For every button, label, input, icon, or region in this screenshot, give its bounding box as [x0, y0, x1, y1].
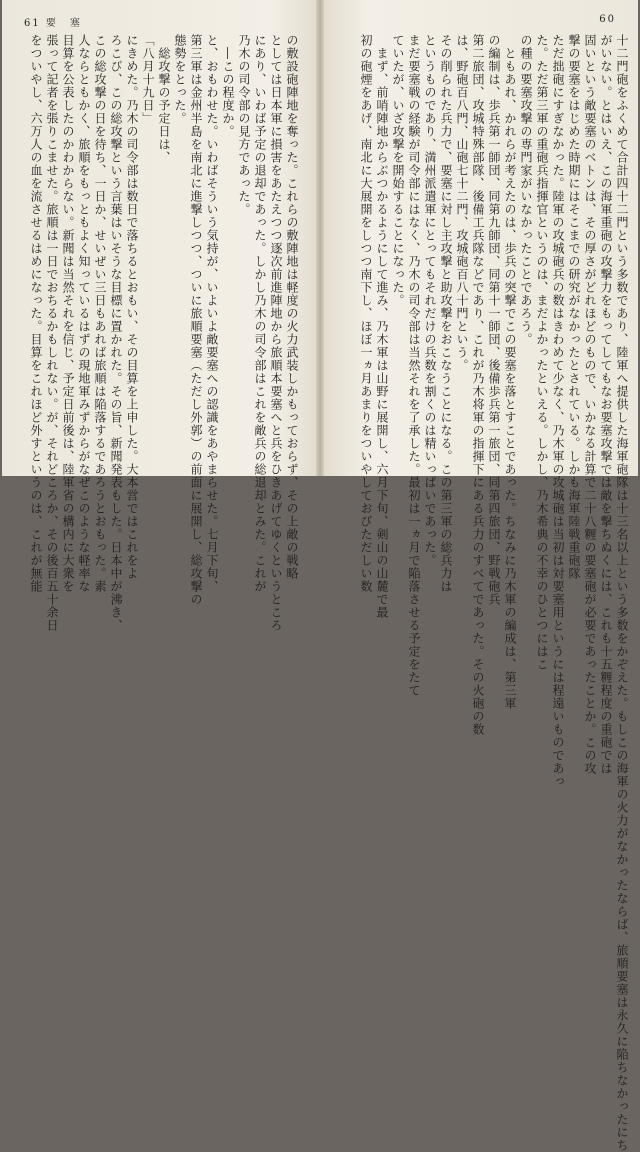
left-page-text [28, 34, 299, 632]
text-line: この総攻撃の日を待ち、一日か、せいぜい三日もあれば旅順は陥落するであろうとおもった。素 [93, 34, 107, 593]
text-line: 態勢をとった。 [173, 34, 187, 125]
text-line: 固いという敵要塞のベトンは、その厚さがどれほどのもので、いかなる計算で二十八糎の要塞砲が必要であったことか。この攻 [583, 34, 597, 775]
text-line: というものであり、満州派遣軍にとってもそれだけの兵数を割くのは精いっぱいであった。 [423, 34, 437, 567]
text-line: と、おもわせた。いわばそういう気持が、いよいよ敵要塞への認識をあやまらせた。七月下旬、 [205, 34, 219, 593]
text-line: 十二門砲をふくめて合計四十二門という多数であり、陸軍へ提供した海軍砲隊は十三名以上という多数をかぞえた。もしこの海軍の火力がなかったならば、旅順要塞は永久に陥ちなかったにち [615, 34, 629, 1152]
text-line: がいない。とはいえ、この海軍重砲の攻撃力をもってしてもなお要塞攻撃では敵を撃ちぬくには、これも十五糎程度の重砲では [599, 34, 613, 775]
left-page-header: 61 要 塞 [24, 18, 82, 29]
text-line: まず、前哨陣地からぶつかるようにして進み、乃木軍は山野に展開し、六月下旬、剣山の山麓で最 [375, 34, 389, 619]
text-line: ろこび、この総攻撃という言葉はいそうな目標に置かれた。その旨、新聞発表もした。日本中が沸き、 [109, 34, 123, 632]
text-line: ともあれ、かれらが考えたのは、歩兵の突撃でこの要塞を落とすことであった。ちなみに乃木軍の編成は、第三軍 [503, 34, 517, 710]
text-line: は、野砲百八門、山砲七十二門、攻城砲百八十門という。 [455, 34, 469, 372]
left-page [2, 0, 320, 632]
text-line: まだ要塞戦の経験が司令部にはなく、乃木の司令部は当然それを了承した。最初は一ヵ月で陥落させる予定をたて [407, 34, 421, 697]
text-line: の編制は、歩兵第一師団、同第九師団、同第十一師団、後備歩兵第一旅団、同第四旅団、野戦砲兵 [487, 34, 501, 606]
right-page [320, 0, 638, 1152]
book-spread [2, 0, 638, 1152]
text-line: ―この程度か。 [221, 34, 235, 138]
text-line: ただ拙砲にすぎなかった。陸軍の攻城砲兵の数はきわめて少なく、乃木軍の攻城砲は当初は対要塞用というには程遠いものであっ [551, 34, 565, 788]
text-line: 乃木の司令部の見方であった。 [237, 34, 251, 216]
right-page-text [338, 34, 629, 1152]
text-line: の敷設砲陣地を奪った。これらの敷陣地は軽度の火力武装しかもっておらず、その上敵の戦略 [285, 34, 299, 580]
text-line: 第二旅団、攻城特殊部隊、後備工兵隊などであり、これが乃木将軍の指揮下にある兵力のすべてであった。その火砲の数 [471, 34, 485, 736]
text-line: その削られた兵力で、要塞に対し主攻撃と助攻撃をおこなうことになる。この第三軍の総兵力は [439, 34, 453, 593]
text-line: 目算を公表したのかわからない。新聞は当然それを信じ、予定日前後は、陸軍省の構内に大衆を [61, 34, 75, 593]
text-line: 撃の要塞をはじめた時期にはそこまでの研究がなかったとされている。しかも海軍陸戦重砲隊 [567, 34, 581, 580]
right-page-header: 60 [599, 14, 616, 25]
text-line: 人ならともかく、旅順をもっともよく知っているはずの現地軍みずからがなぜこのような軽率な [77, 34, 91, 593]
text-line: をついやし、六万人の血を流させるはめになった。目算をこれほど外すというのは、これが無能 [29, 34, 43, 593]
text-line: た。ただ第三軍の重砲兵指揮官というのは、まだよかったといえる。しかし、乃木希典の不幸のひとつにはこ [535, 34, 549, 671]
text-line: にあり、いわば予定の退却であった。しかし乃木の司令部はこれを敵兵の総退却とみた。これが [253, 34, 267, 593]
text-line: 初の砲煙をあげ、南北に大展開をしつつ南下し、ほぼ一ヵ月あまりをついやしておびただしい数 [359, 34, 373, 593]
text-line: 第三軍は金州半島を南北に進撃しつつ、ついに旅順要塞（ただし外郭）の前面に展開し、総攻撃の [189, 34, 203, 606]
book-gutter [316, 0, 324, 476]
text-line: にきめた。乃木の司令部は数日で落ちるとおもい、その目算を上申した。大本営ではこれをよ [125, 34, 139, 580]
text-line: 張って記者を張りこませた。旅順は一日でおちるかもしれない。が、それどころか、その後百五十余日 [45, 34, 59, 632]
text-line: 総攻撃の予定日は、 [157, 34, 171, 164]
text-line: ていたが、いざ攻撃を開始することになった。 [391, 34, 405, 307]
text-line: の種の要塞攻撃の専門家がいなかったことであろう。 [519, 34, 533, 346]
text-line: 「八月十九日」 [141, 34, 155, 125]
text-line: としては日本軍に損害をあたえつつ逐次前進陣地から旅順本要塞へと兵をひきあげてゆくというところ [269, 34, 283, 632]
